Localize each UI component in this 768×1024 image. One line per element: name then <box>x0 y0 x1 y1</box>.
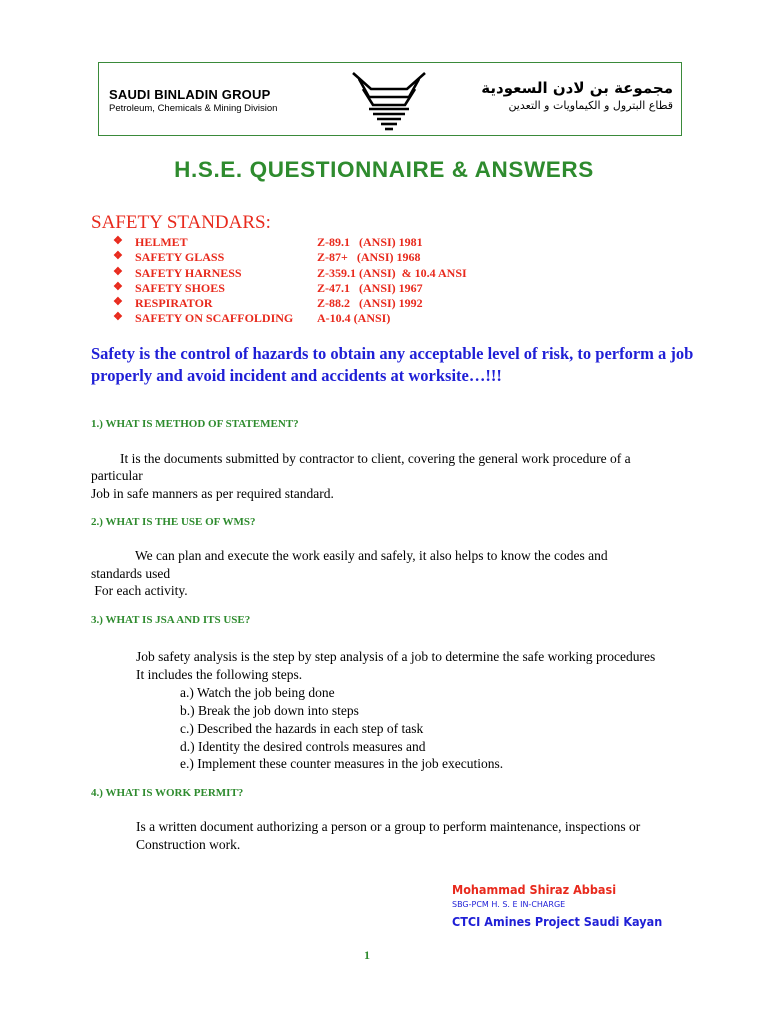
company-name: SAUDI BINLADIN GROUP <box>109 87 271 102</box>
author-role: SBG-PCM H. S. E IN-CHARGE <box>452 900 566 909</box>
question-4: 4.) WHAT IS WORK PERMIT? <box>91 787 244 799</box>
jsa-step: d.) Identity the desired controls measures and <box>180 739 426 754</box>
standard-item <box>113 235 513 250</box>
standard-name: RESPIRATOR <box>135 296 213 311</box>
answer-2-line-3: For each activity. <box>91 583 188 598</box>
standard-name: SAFETY SHOES <box>135 280 225 295</box>
arabic-company-name: مجموعة بن لادن السعودية <box>481 79 673 97</box>
standards-heading: SAFETY STANDARS: <box>91 212 271 233</box>
question-1: 1.) WHAT IS METHOD OF STATEMENT? <box>91 418 299 430</box>
page-number: 1 <box>364 948 370 962</box>
question-2: 2.) WHAT IS THE USE OF WMS? <box>91 516 256 528</box>
standard-name: HELMET <box>135 235 188 249</box>
jsa-step: e.) Implement these counter measures in the job executions. <box>180 756 504 771</box>
company-division: Petroleum, Chemicals & Mining Division <box>109 103 278 114</box>
jsa-step: a.) Watch the job being done <box>180 685 335 700</box>
answer-2-line-2: standards used <box>91 566 171 581</box>
diamond-bullet-icon: ❖ <box>113 311 123 324</box>
jsa-step: c.) Described the hazards in each step of task <box>180 721 424 736</box>
answer-4-line-2: Construction work. <box>136 837 241 852</box>
standard-item <box>113 250 513 265</box>
letterhead <box>98 62 682 136</box>
standard-code: Z-47.1 (ANSI) 1967 <box>317 280 423 295</box>
answer-4-line-1: Is a written document authorizing a person or a group to perform maintenance, inspections or <box>136 819 641 834</box>
standard-code: Z-89.1 (ANSI) 1981 <box>317 235 423 249</box>
diamond-bullet-icon: ❖ <box>113 250 123 263</box>
answer-2-line-1: We can plan and execute the work easily and safely, it also helps to know the codes and <box>135 548 608 563</box>
jsa-step: b.) Break the job down into steps <box>180 703 359 718</box>
answer-1-line-1: It is the documents submitted by contractor to client, covering the general work procedure of a <box>120 451 631 466</box>
author-name: Mohammad Shiraz Abbasi <box>452 882 617 897</box>
answer-3-line-1: Job safety analysis is the step by step analysis of a job to determine the safe working procedures <box>136 649 656 664</box>
standard-item <box>113 296 513 311</box>
answer-1-line-2: particular <box>91 468 143 483</box>
answer-3-line-2: It includes the following steps. <box>136 667 303 682</box>
standard-item <box>113 281 513 296</box>
question-3: 3.) WHAT IS JSA AND ITS USE? <box>91 614 251 626</box>
standard-code: Z-359.1 (ANSI) & 10.4 ANSI <box>317 265 467 280</box>
safety-definition: Safety is the control of hazards to obtain any acceptable level of risk, to perform a job properly and avoid incident and accidents at worksite…!!! <box>91 344 694 385</box>
standard-code: Z-87+ (ANSI) 1968 <box>317 250 421 265</box>
arabic-division-name: قطاع البترول و الكيماويات و التعدين <box>508 99 673 112</box>
standard-name: SAFETY HARNESS <box>135 265 242 280</box>
company-logo <box>349 69 429 131</box>
standard-item <box>113 266 513 281</box>
diamond-bullet-icon: ❖ <box>113 235 123 247</box>
standard-name: SAFETY ON SCAFFOLDING <box>135 311 294 326</box>
author-project: CTCI Amines Project Saudi Kayan <box>452 914 663 929</box>
diamond-bullet-icon: ❖ <box>113 265 123 278</box>
standards-list <box>113 235 513 327</box>
document-title: H.S.E. QUESTIONNAIRE & ANSWERS <box>174 157 594 182</box>
answer-1-line-3: Job in safe manners as per required standard. <box>91 486 334 501</box>
standard-code: A-10.4 (ANSI) <box>317 311 391 326</box>
diamond-bullet-icon: ❖ <box>113 296 123 309</box>
standard-name: SAFETY GLASS <box>135 250 225 265</box>
standard-code: Z-88.2 (ANSI) 1992 <box>317 296 423 311</box>
diamond-bullet-icon: ❖ <box>113 280 123 293</box>
standard-item <box>113 311 513 326</box>
